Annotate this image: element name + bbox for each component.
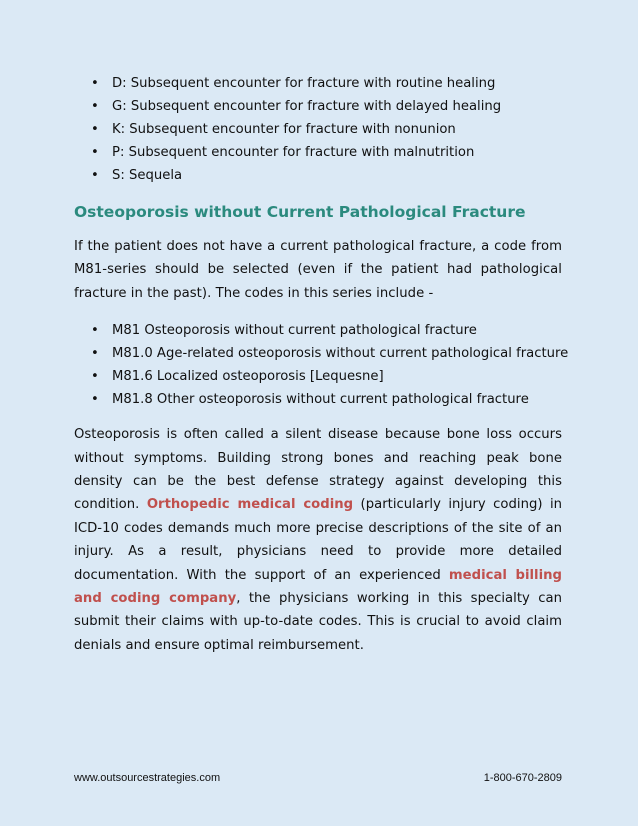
bullet-icon: • (91, 323, 99, 339)
section-heading: Osteoporosis without Current Pathological Fracture (74, 203, 526, 221)
paragraph-text: (particularly injury coding) in ICD-10 codes demands much more precise descriptions of the site of an injury. As a result, physicians need to provide more detailed documentation. With the support of an experienced (74, 497, 563, 583)
paragraph-text: Osteoporosis is often called a silent disease because bone loss occurs without symptoms. Building strong bones and reaching peak bone density can be the best defense strategy against developing this condition. (74, 427, 562, 513)
footer-website: www.outsourcestrategies.com (74, 772, 221, 784)
list-item (74, 118, 562, 141)
list-item-text: G: Subsequent encounter for fracture with delayed healing (112, 99, 502, 114)
paragraph-text: , the physicians working in this specialty can submit their claims with up-to-date codes. This is crucial to avoid claim denials and ensure optimal reimbursement. (74, 591, 562, 653)
orthopedic-coding-link[interactable]: Orthopedic medical coding (146, 497, 354, 513)
list-item (74, 164, 562, 187)
list-item-text: M81 Osteoporosis without current pathological fracture (112, 323, 477, 339)
osteoporosis-paragraph (74, 423, 562, 657)
list-item-text: M81.6 Localized osteoporosis [Lequesne] (112, 369, 384, 385)
list-item (74, 141, 562, 164)
bullet-icon: • (91, 76, 99, 91)
bullet-icon: • (91, 168, 99, 183)
list-item-text: S: Sequela (112, 168, 183, 183)
bullet-icon: • (91, 145, 99, 160)
bullet-icon: • (91, 122, 99, 137)
bullet-icon: • (91, 392, 99, 408)
list-item-text: M81.0 Age-related osteoporosis without current pathological fracture (112, 346, 569, 362)
list-item (74, 95, 562, 118)
list-item-text: D: Subsequent encounter for fracture with routine healing (112, 76, 496, 91)
list-item-text: P: Subsequent encounter for fracture with malnutrition (112, 145, 475, 160)
bullet-icon: • (91, 369, 99, 385)
intro-paragraph: If the patient does not have a current pathological fracture, a code from M81-series should be selected (even if the patient had pathological fracture in the past). The codes in this series include - (74, 239, 562, 301)
billing-company-link[interactable]: medical billing and coding company (74, 567, 562, 607)
bullet-icon: • (91, 346, 99, 362)
fracture-encounter-list (74, 72, 562, 187)
list-item-text: K: Subsequent encounter for fracture with nonunion (112, 122, 456, 137)
bullet-icon: • (91, 99, 99, 114)
document-content (74, 72, 569, 657)
list-item (74, 72, 562, 95)
footer-phone: 1-800-670-2809 (483, 772, 562, 784)
m81-code-list (74, 319, 569, 411)
list-item-text: M81.8 Other osteoporosis without current pathological fracture (112, 392, 529, 408)
list-item (74, 388, 562, 411)
list-item (74, 365, 562, 388)
list-item (74, 342, 569, 365)
list-item (74, 319, 562, 342)
